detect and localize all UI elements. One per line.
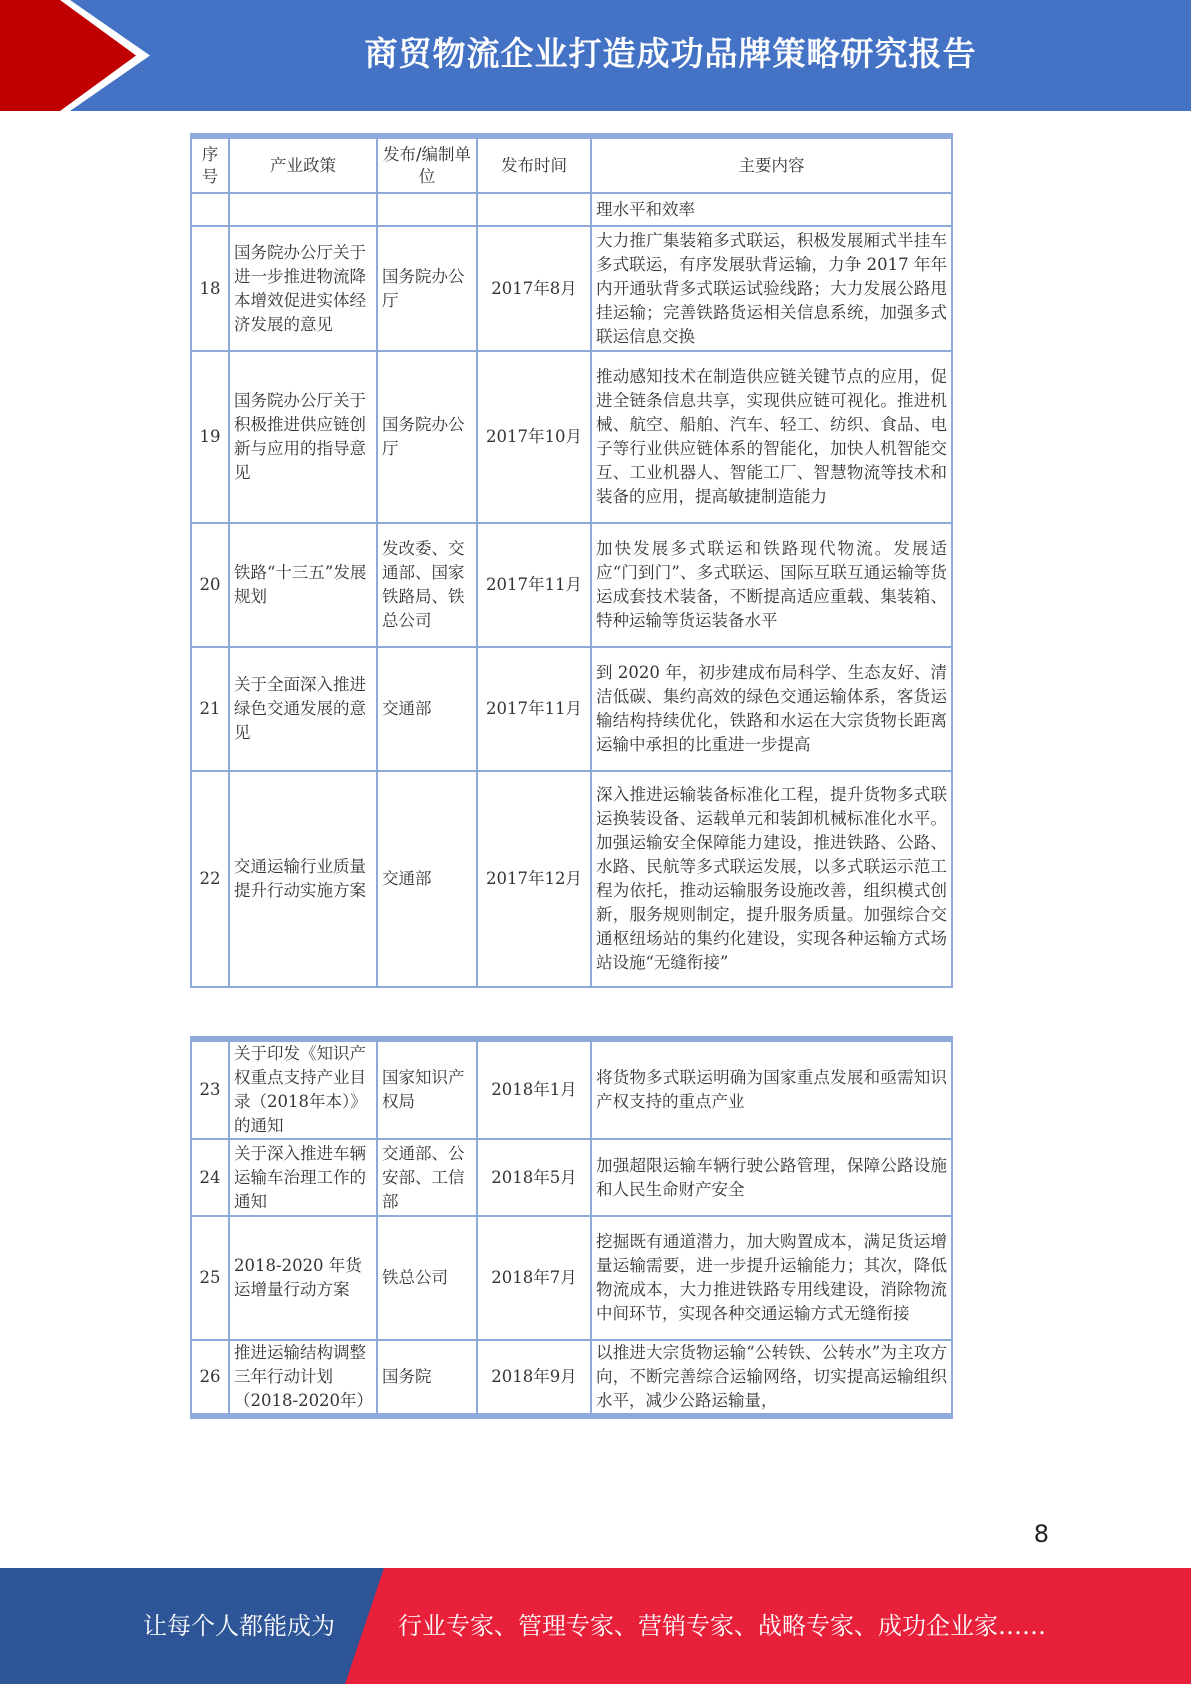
table-row [191, 647, 952, 771]
cell-no: 23 [191, 1039, 229, 1139]
cell-policy: 关于全面深入推进绿色交通发展的意见 [229, 647, 377, 771]
col-header-no: 序号 [191, 136, 229, 193]
cell-no: 18 [191, 226, 229, 351]
cell-unit: 国务院办公厅 [377, 226, 477, 351]
table-row [191, 771, 952, 987]
col-header-date: 发布时间 [477, 136, 591, 193]
cell-no: 22 [191, 771, 229, 987]
table-row [191, 1039, 952, 1139]
cell-unit: 铁总公司 [377, 1216, 477, 1340]
header-banner [0, 0, 1191, 111]
policy-table-part1 [190, 133, 951, 988]
cell-unit: 国务院办公厅 [377, 351, 477, 523]
cell-content: 挖掘既有通道潜力，加大购置成本，满足货运增量运输需要，进一步提升运输能力；其次，降低物流成本，大力推进铁路专用线建设，消除物流中间环节，实现各种交通运输方式无缝衔接 [591, 1216, 952, 1340]
cell-content: 将货物多式联运明确为国家重点发展和亟需知识产权支持的重点产业 [591, 1039, 952, 1139]
cell-date: 2017年11月 [477, 523, 591, 647]
footer-slogan-left: 让每个人都能成为 [143, 1612, 335, 1640]
cell-date: 2017年12月 [477, 771, 591, 987]
table-row [191, 1340, 952, 1416]
table-row [191, 523, 952, 647]
continuation-row [191, 193, 952, 226]
cell-content: 加快发展多式联运和铁路现代物流。发展适应“门到门”、多式联运、国际互联互通运输等货运成套技术装备，不断提高适应重载、集装箱、特种运输等货运装备水平 [591, 523, 952, 647]
cell-no: 26 [191, 1340, 229, 1416]
table-row [191, 1216, 952, 1340]
footer-banner [0, 1568, 1191, 1684]
cell-date: 2018年7月 [477, 1216, 591, 1340]
page-number: 8 [1033, 1520, 1049, 1548]
chevron-arrow-graphic [0, 0, 160, 111]
col-header-policy: 产业政策 [229, 136, 377, 193]
cell-content: 推动感知技术在制造供应链关键节点的应用，促进全链条信息共享，实现供应链可视化。推进机械、航空、船舶、汽车、轻工、纺织、食品、电子等行业供应链体系的智能化，加快人机智能交互、工业机器人、智能工厂、智慧物流等技术和装备的应用，提高敏捷制造能力 [591, 351, 952, 523]
cell-content: 到 2020 年，初步建成布局科学、生态友好、清洁低碳、集约高效的绿色交通运输体系，客货运输结构持续优化，铁路和水运在大宗货物长距离运输中承担的比重进一步提高 [591, 647, 952, 771]
col-header-unit: 发布/编制单位 [377, 136, 477, 193]
cell-unit: 国务院 [377, 1340, 477, 1416]
table-row [191, 351, 952, 523]
cell-unit: 交通部 [377, 771, 477, 987]
cell-no: 25 [191, 1216, 229, 1340]
footer-slogan-right: 行业专家、管理专家、营销专家、战略专家、成功企业家…… [398, 1612, 1046, 1640]
cell-no: 24 [191, 1139, 229, 1216]
cell-policy: 交通运输行业质量提升行动实施方案 [229, 771, 377, 987]
table-row [191, 1139, 952, 1216]
cell-content: 加强超限运输车辆行驶公路管理，保障公路设施和人民生命财产安全 [591, 1139, 952, 1216]
cell-policy: 铁路“十三五”发展规划 [229, 523, 377, 647]
cell-policy: 推进运输结构调整三年行动计划（2018-2020年） [229, 1340, 377, 1416]
cell-policy: 国务院办公厅关于进一步推进物流降本增效促进实体经济发展的意见 [229, 226, 377, 351]
table-header-row [191, 136, 952, 193]
cell-unit: 发改委、交通部、国家铁路局、铁总公司 [377, 523, 477, 647]
cell-no: 19 [191, 351, 229, 523]
cell-unit: 交通部、公安部、工信部 [377, 1139, 477, 1216]
cell-policy: 2018-2020 年货运增量行动方案 [229, 1216, 377, 1340]
cell-policy: 国务院办公厅关于积极推进供应链创新与应用的指导意见 [229, 351, 377, 523]
table-row [191, 226, 952, 351]
policy-table-part2 [190, 1036, 951, 1419]
cell-unit: 国家知识产权局 [377, 1039, 477, 1139]
cell-date: 2017年11月 [477, 647, 591, 771]
cell-policy: 关于深入推进车辆运输车治理工作的通知 [229, 1139, 377, 1216]
cell-date: 2018年1月 [477, 1039, 591, 1139]
cell-policy: 关于印发《知识产权重点支持产业目录（2018年本）》的通知 [229, 1039, 377, 1139]
cell-no: 21 [191, 647, 229, 771]
cell-date: 2018年9月 [477, 1340, 591, 1416]
report-title: 商贸物流企业打造成功品牌策略研究报告 [364, 34, 977, 73]
cell-no: 20 [191, 523, 229, 647]
cell-date: 2017年10月 [477, 351, 591, 523]
cell-unit: 交通部 [377, 647, 477, 771]
cell-date: 2017年8月 [477, 226, 591, 351]
cell-content: 大力推广集装箱多式联运，积极发展厢式半挂车多式联运，有序发展驮背运输，力争 2017 年年内开通驮背多式联运试验线路；大力发展公路甩挂运输；完善铁路货运相关信息系统，加强多式联运信息交换 [591, 226, 952, 351]
cell-content: 深入推进运输装备标准化工程，提升货物多式联运换装设备、运载单元和装卸机械标准化水平。加强运输安全保障能力建设，推进铁路、公路、水路、民航等多式联运发展，以多式联运示范工程为依托，推动运输服务设施改善，组织模式创新，服务规则制定，提升服务质量。加强综合交通枢纽场站的集约化建设，实现各种运输方式场站设施“无缝衔接” [591, 771, 952, 987]
cell-content: 以推进大宗货物运输“公转铁、公转水”为主攻方向，不断完善综合运输网络，切实提高运输组织水平，减少公路运输量， [591, 1340, 952, 1416]
col-header-content: 主要内容 [591, 136, 952, 193]
continuation-text: 理水平和效率 [591, 193, 952, 226]
cell-date: 2018年5月 [477, 1139, 591, 1216]
